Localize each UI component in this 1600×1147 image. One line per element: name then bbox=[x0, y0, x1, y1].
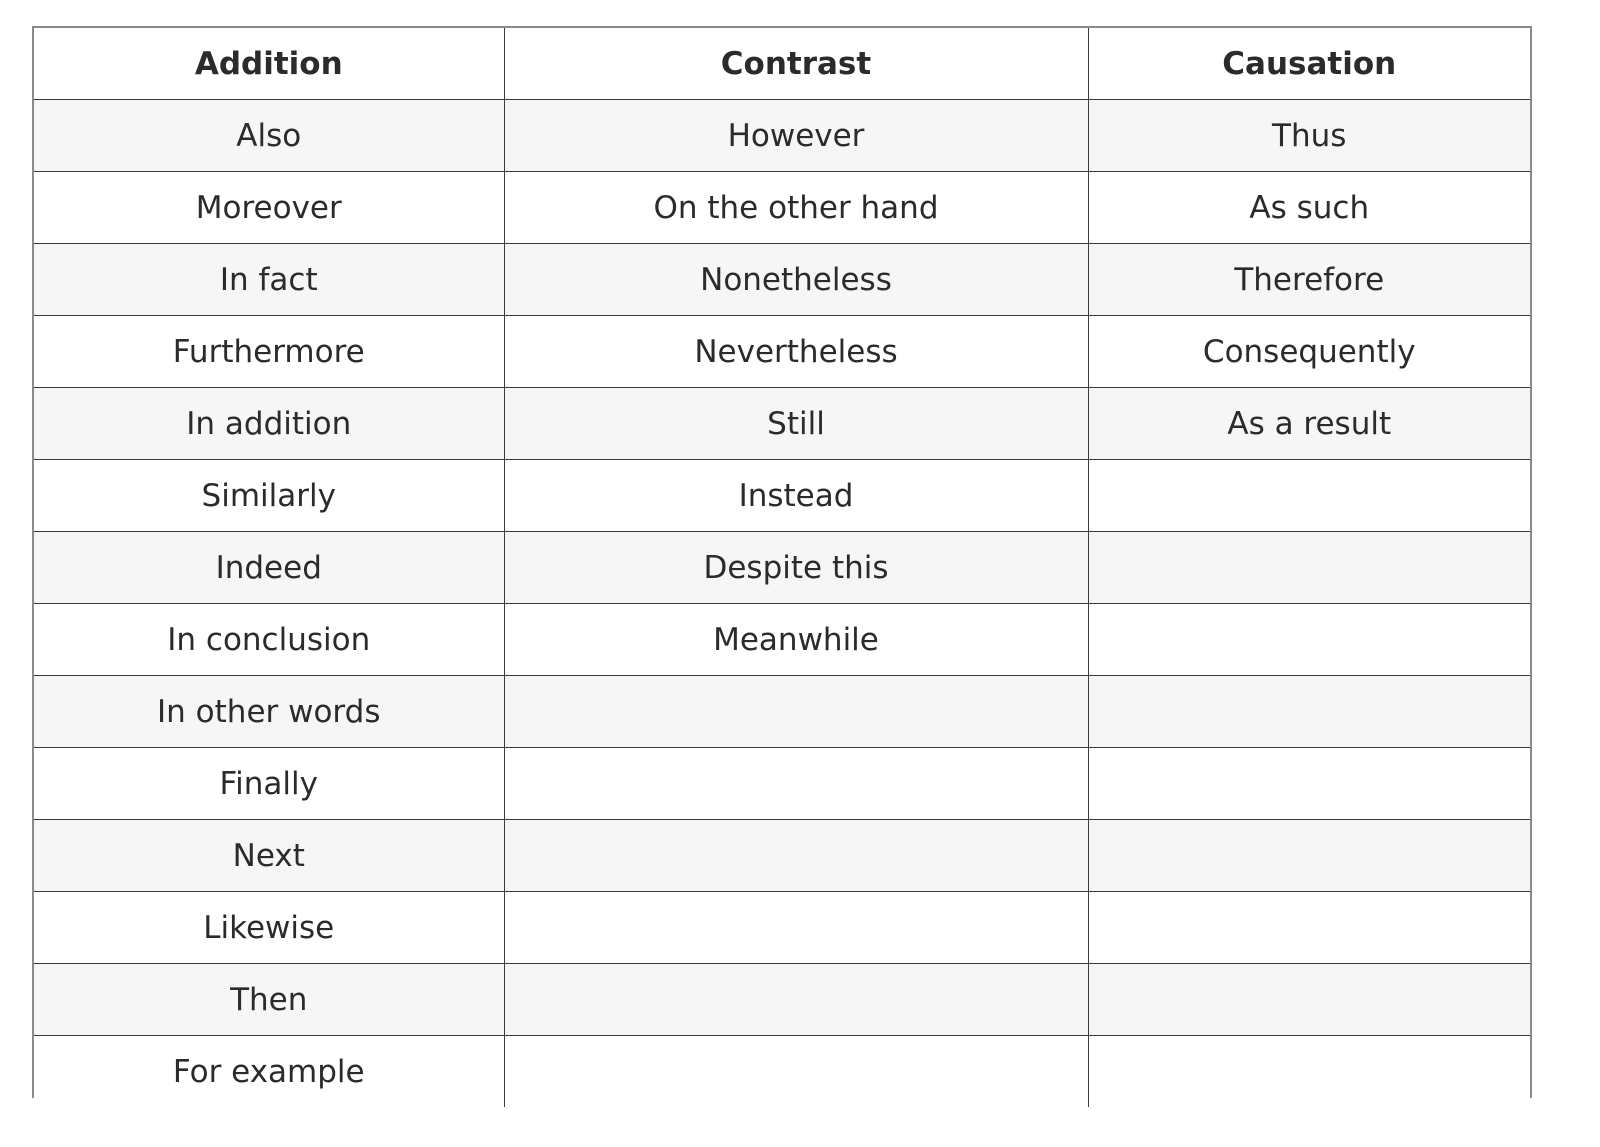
table-row bbox=[34, 748, 1530, 820]
table-cell: As a result bbox=[1088, 388, 1530, 460]
table-row bbox=[34, 676, 1530, 748]
table-cell: Then bbox=[34, 964, 504, 1036]
table-row bbox=[34, 388, 1530, 460]
table-cell: Thus bbox=[1088, 100, 1530, 172]
table-cell: However bbox=[504, 100, 1088, 172]
table-cell bbox=[1088, 676, 1530, 748]
table-cell: Despite this bbox=[504, 532, 1088, 604]
table-row bbox=[34, 460, 1530, 532]
table-cell bbox=[504, 820, 1088, 892]
table-cell: Similarly bbox=[34, 460, 504, 532]
table-cell: Nevertheless bbox=[504, 316, 1088, 388]
table-cell: Furthermore bbox=[34, 316, 504, 388]
header-row bbox=[34, 28, 1530, 100]
table-row bbox=[34, 172, 1530, 244]
table-row bbox=[34, 532, 1530, 604]
table-cell bbox=[504, 748, 1088, 820]
table-cell: Still bbox=[504, 388, 1088, 460]
table-cell bbox=[1088, 748, 1530, 820]
table-cell: In addition bbox=[34, 388, 504, 460]
table-cell: Meanwhile bbox=[504, 604, 1088, 676]
transition-words-table-container bbox=[32, 26, 1532, 1098]
transition-words-table bbox=[34, 28, 1530, 1107]
table-cell: For example bbox=[34, 1036, 504, 1108]
table-cell bbox=[1088, 460, 1530, 532]
table-cell: Finally bbox=[34, 748, 504, 820]
table-cell: Moreover bbox=[34, 172, 504, 244]
table-row bbox=[34, 244, 1530, 316]
table-cell bbox=[1088, 820, 1530, 892]
table-row bbox=[34, 964, 1530, 1036]
table-row bbox=[34, 316, 1530, 388]
table-cell: As such bbox=[1088, 172, 1530, 244]
table-cell bbox=[504, 892, 1088, 964]
table-cell: Nonetheless bbox=[504, 244, 1088, 316]
table-cell bbox=[1088, 532, 1530, 604]
table-cell bbox=[1088, 892, 1530, 964]
table-cell: In conclusion bbox=[34, 604, 504, 676]
table-cell: On the other hand bbox=[504, 172, 1088, 244]
table-cell: Likewise bbox=[34, 892, 504, 964]
table-cell: Also bbox=[34, 100, 504, 172]
table-row bbox=[34, 820, 1530, 892]
table-cell: Therefore bbox=[1088, 244, 1530, 316]
table-cell bbox=[504, 964, 1088, 1036]
table-cell bbox=[1088, 1036, 1530, 1108]
table-cell: In other words bbox=[34, 676, 504, 748]
table-row bbox=[34, 892, 1530, 964]
table-cell bbox=[1088, 604, 1530, 676]
column-header-addition: Addition bbox=[34, 28, 504, 100]
table-cell: Indeed bbox=[34, 532, 504, 604]
table-row bbox=[34, 1036, 1530, 1108]
column-header-contrast: Contrast bbox=[504, 28, 1088, 100]
table-row bbox=[34, 100, 1530, 172]
table-row bbox=[34, 604, 1530, 676]
table-cell bbox=[1088, 964, 1530, 1036]
table-cell bbox=[504, 1036, 1088, 1108]
table-cell bbox=[504, 676, 1088, 748]
table-cell: Next bbox=[34, 820, 504, 892]
column-header-causation: Causation bbox=[1088, 28, 1530, 100]
table-cell: In fact bbox=[34, 244, 504, 316]
table-cell: Consequently bbox=[1088, 316, 1530, 388]
table-cell: Instead bbox=[504, 460, 1088, 532]
